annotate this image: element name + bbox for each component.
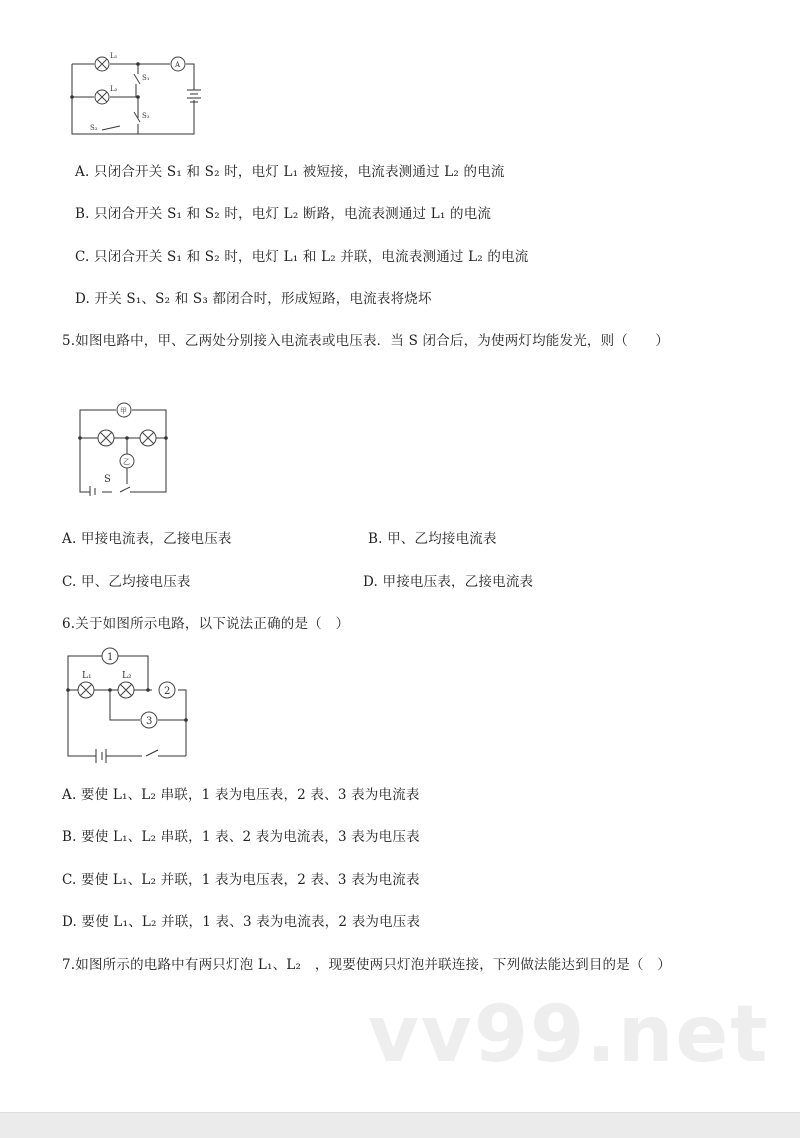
q5-option-d: D. 甲接电压表，乙接电流表: [363, 574, 534, 590]
q6-label-3: 3: [146, 716, 153, 727]
q5-option-a: A. 甲接电流表，乙接电压表: [62, 531, 232, 547]
q4-label-a: A: [175, 61, 181, 69]
q6-circuit-diagram: [62, 646, 192, 764]
q6-label-l2: L₂: [122, 671, 132, 681]
q4-circuit-diagram: [62, 46, 202, 138]
q5-label-yi: 乙: [123, 458, 130, 466]
q4-option-a: A. 只闭合开关 S₁ 和 S₂ 时，电灯 L₁ 被短接，电流表测通过 L₂ 的电流: [75, 164, 505, 180]
viewer-bottom-bar: [0, 1112, 800, 1138]
q5-label-jia: 甲: [120, 407, 127, 415]
q5-option-b: B. 甲、乙均接电流表: [368, 531, 497, 547]
q6-label-1: 1: [107, 652, 114, 663]
q4-option-d: D. 开关 S₁、S₂ 和 S₃ 都闭合时，形成短路，电流表将烧坏: [75, 291, 432, 307]
q4-option-c: C. 只闭合开关 S₁ 和 S₂ 时，电灯 L₁ 和 L₂ 并联，电流表测通过 L₂ 的电流: [75, 249, 529, 265]
q5-circuit-diagram: [72, 396, 172, 496]
q4-option-b: B. 只闭合开关 S₁ 和 S₂ 时，电灯 L₂ 断路，电流表测通过 L₁ 的电流: [75, 206, 492, 222]
q4-label-s2: S₂: [90, 124, 98, 132]
q6-option-a: A. 要使 L₁、L₂ 串联，1 表为电压表，2 表、3 表为电流表: [62, 787, 420, 803]
q6-stem: 6.关于如图所示电路，以下说法正确的是（ ）: [62, 616, 350, 632]
q5-stem: 5.如图电路中，甲、乙两处分别接入电流表或电压表．当 S 闭合后，为使两灯均能发光，则（ ）: [62, 333, 670, 349]
q4-label-s3: S₃: [142, 112, 150, 120]
q5-label-s: S: [104, 474, 111, 485]
q6-option-d: D. 要使 L₁、L₂ 并联，1 表、3 表为电流表，2 表为电压表: [62, 914, 421, 930]
q4-label-l2: L₂: [110, 85, 118, 93]
q7-stem: 7.如图所示的电路中有两只灯泡 L₁、L₂ ，现要使两只灯泡并联连接，下列做法能达到目的是（ ）: [62, 957, 672, 973]
q6-label-l1: L₁: [82, 671, 92, 681]
q5-option-c: C. 甲、乙均接电压表: [62, 574, 191, 590]
q4-label-l1: L₁: [110, 52, 118, 60]
q6-option-c: C. 要使 L₁、L₂ 并联，1 表为电压表，2 表、3 表为电流表: [62, 872, 420, 888]
watermark: vv99.net: [368, 990, 770, 1080]
q6-label-2: 2: [164, 686, 171, 697]
q4-label-s1: S₁: [142, 74, 150, 82]
q6-option-b: B. 要使 L₁、L₂ 串联，1 表、2 表为电流表，3 表为电压表: [62, 829, 420, 845]
